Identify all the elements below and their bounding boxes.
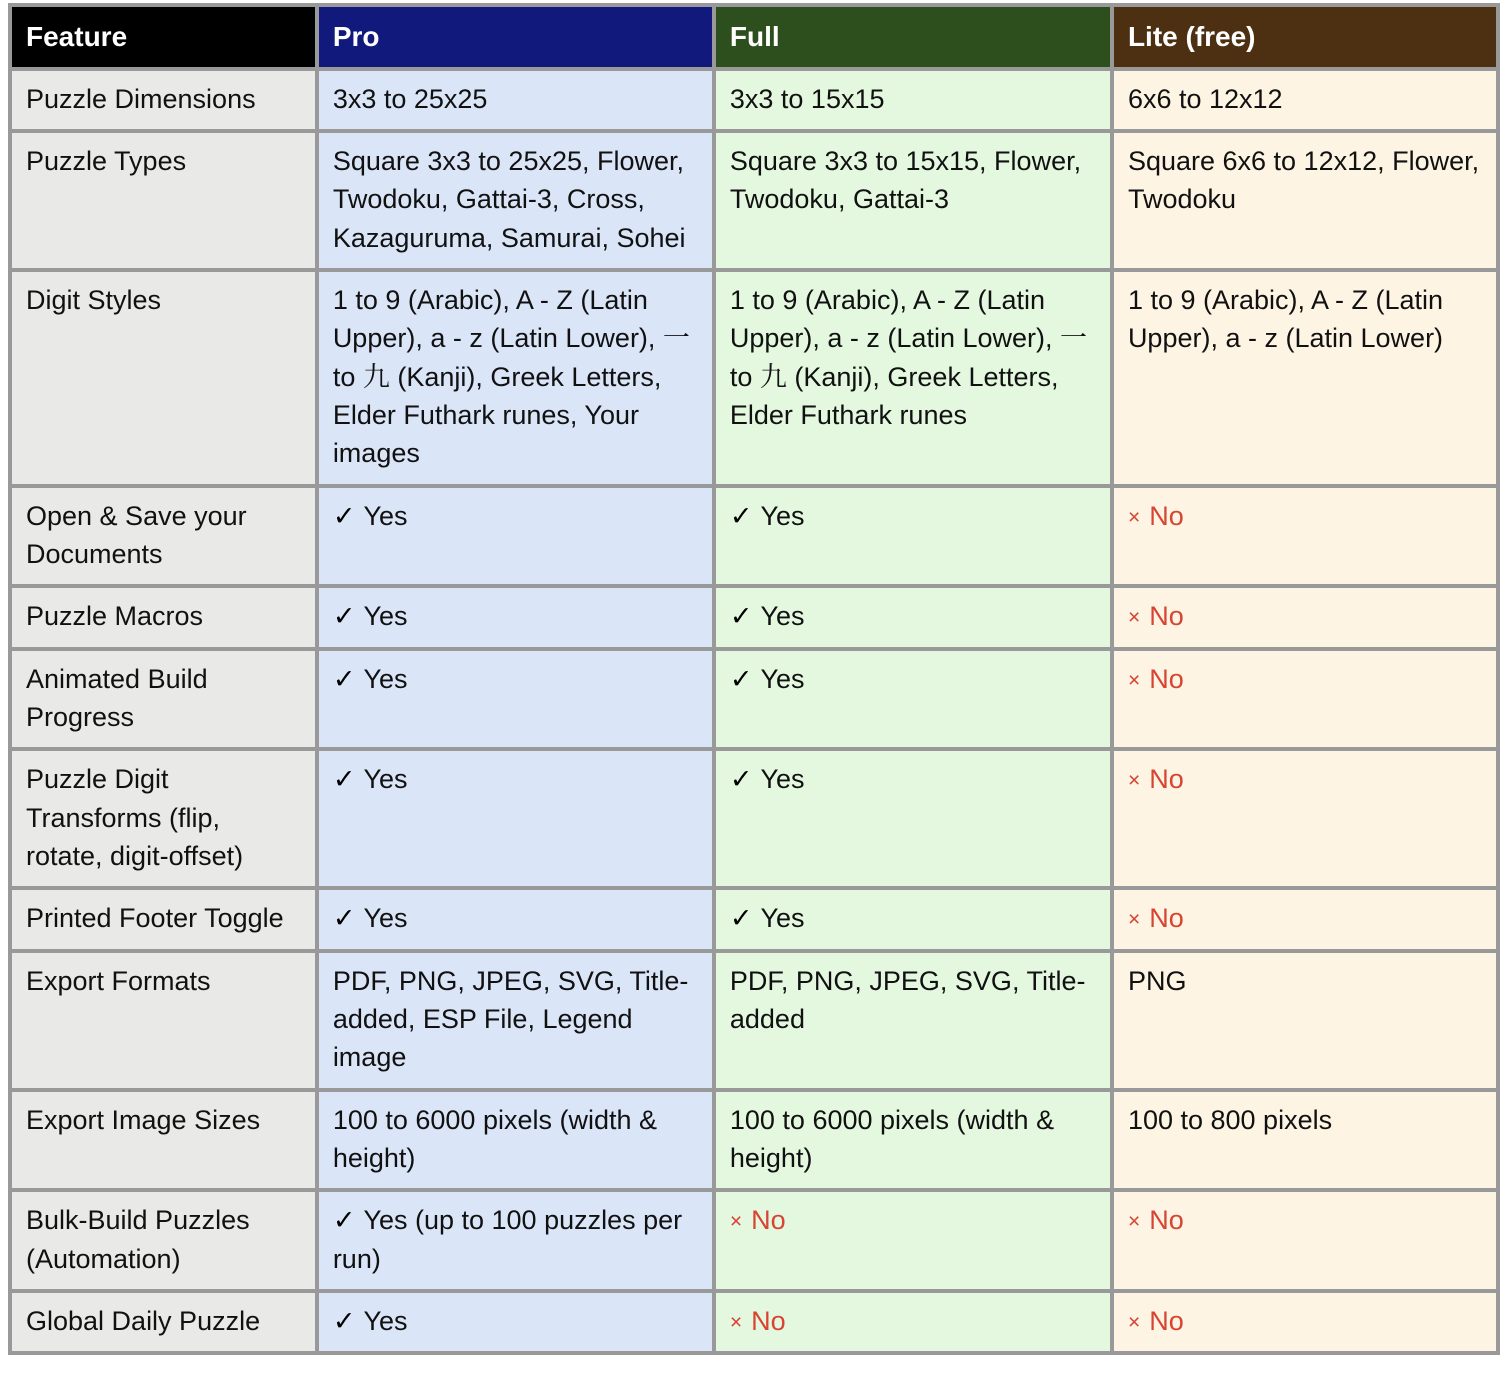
feature-cell [10, 1190, 317, 1291]
pro-cell [317, 749, 714, 888]
feature-cell [10, 749, 317, 888]
full-value: PDF, PNG, JPEG, SVG, Title-added [729, 965, 1086, 1035]
full-value: Square 3x3 to 15x15, Flower, Twodoku, Gattai-3 [729, 146, 1082, 215]
check-icon: ✓ [332, 601, 356, 632]
feature-label: Puzzle Digit Transforms (flip, rotate, digit-offset) [26, 764, 244, 872]
table-row [10, 749, 1498, 888]
pro-value: Yes [363, 903, 408, 934]
header-pro: Pro [317, 5, 714, 69]
feature-label: Printed Footer Toggle [26, 903, 284, 934]
feature-cell [10, 486, 317, 587]
feature-label: Open & Save your Documents [26, 500, 247, 570]
pro-value: Square 3x3 to 25x25, Flower, Twodoku, Gattai-3, Cross, Kazaguruma, Samurai, Sohei [332, 146, 686, 253]
full-cell [714, 1291, 1112, 1353]
check-icon: ✓ [332, 1306, 356, 1336]
lite-value: No [1149, 500, 1184, 531]
pro-value: Yes [363, 500, 408, 531]
feature-comparison-table [8, 3, 1500, 1355]
pro-cell [317, 1090, 714, 1191]
lite-cell [1112, 649, 1498, 750]
full-value: 3x3 to 15x15 [729, 83, 885, 114]
feature-cell [10, 1090, 317, 1191]
table-row [10, 69, 1498, 131]
feature-cell [10, 270, 317, 486]
feature-label: Bulk-Build Puzzles (Automation) [26, 1205, 250, 1274]
pro-value: Yes [363, 764, 408, 795]
cross-icon: × [1127, 505, 1141, 529]
lite-cell [1112, 1190, 1498, 1291]
pro-cell [317, 951, 714, 1090]
check-icon: ✓ [729, 500, 753, 531]
cross-icon: × [729, 1311, 743, 1334]
feature-label: Digit Styles [26, 285, 162, 316]
header-lite: Lite (free) [1112, 5, 1498, 69]
check-icon: ✓ [729, 764, 753, 795]
lite-value: 1 to 9 (Arabic), A - Z (Latin Upper), a - z (Latin Lower) [1127, 285, 1444, 354]
cross-icon: × [1127, 908, 1141, 932]
lite-value: PNG [1127, 965, 1187, 996]
pro-value: Yes (up to 100 puzzles per run) [332, 1205, 683, 1274]
table-row [10, 270, 1498, 486]
lite-value: No [1149, 663, 1184, 694]
pro-value: Yes [363, 663, 408, 694]
cross-icon: × [1127, 1210, 1141, 1234]
pro-value: 3x3 to 25x25 [332, 83, 488, 114]
pro-value: Yes [363, 601, 408, 632]
lite-value: Square 6x6 to 12x12, Flower, Twodoku [1127, 146, 1480, 215]
lite-cell [1112, 1090, 1498, 1191]
pro-cell [317, 1190, 714, 1291]
pro-value: 100 to 6000 pixels (width & height) [332, 1104, 658, 1174]
full-cell [714, 888, 1112, 950]
feature-cell [10, 888, 317, 950]
feature-cell [10, 586, 317, 648]
lite-cell [1112, 951, 1498, 1090]
lite-cell [1112, 69, 1498, 131]
full-cell [714, 1090, 1112, 1191]
lite-value: No [1149, 903, 1184, 934]
check-icon: ✓ [332, 764, 356, 795]
feature-label: Puzzle Macros [26, 601, 204, 632]
header-full: Full [714, 5, 1112, 69]
lite-value: 6x6 to 12x12 [1127, 83, 1283, 114]
full-value: 1 to 9 (Arabic), A - Z (Latin Upper), a - z (Latin Lower), 一 to 九 (Kanji), Greek Letters, Elder Futhark runes [729, 285, 1087, 431]
table-row [10, 1291, 1498, 1353]
pro-cell [317, 270, 714, 486]
full-cell [714, 586, 1112, 648]
full-cell [714, 649, 1112, 750]
pro-value: PDF, PNG, JPEG, SVG, Title-added, ESP File, Legend image [332, 965, 689, 1073]
full-value: No [751, 1205, 786, 1236]
table-row [10, 486, 1498, 587]
cross-icon: × [1127, 1311, 1141, 1334]
full-cell [714, 69, 1112, 131]
check-icon: ✓ [729, 903, 753, 934]
pro-value: 1 to 9 (Arabic), A - Z (Latin Upper), a - z (Latin Lower), 一 to 九 (Kanji), Greek Letters, Elder Futhark runes, Your images [332, 285, 690, 469]
pro-cell [317, 131, 714, 270]
full-cell [714, 749, 1112, 888]
feature-cell [10, 131, 317, 270]
table-row [10, 951, 1498, 1090]
feature-label: Export Formats [26, 965, 211, 996]
lite-cell [1112, 888, 1498, 950]
table-row [10, 586, 1498, 648]
feature-label: Puzzle Types [26, 146, 187, 177]
table-header [10, 5, 1498, 69]
feature-cell [10, 951, 317, 1090]
check-icon: ✓ [729, 663, 753, 694]
lite-cell [1112, 486, 1498, 587]
pro-value: Yes [363, 1306, 408, 1336]
check-icon: ✓ [332, 1205, 356, 1236]
cross-icon: × [729, 1210, 743, 1234]
full-value: Yes [760, 903, 805, 934]
full-value: Yes [760, 764, 805, 795]
full-cell [714, 270, 1112, 486]
full-cell [714, 486, 1112, 587]
pro-cell [317, 586, 714, 648]
table-row [10, 1090, 1498, 1191]
table-body [10, 69, 1498, 1354]
full-cell [714, 951, 1112, 1090]
feature-label: Export Image Sizes [26, 1104, 261, 1135]
header-feature: Feature [10, 5, 317, 69]
lite-cell [1112, 270, 1498, 486]
full-cell [714, 131, 1112, 270]
check-icon: ✓ [332, 903, 356, 934]
lite-cell [1112, 586, 1498, 648]
full-value: Yes [760, 663, 805, 694]
table-row [10, 131, 1498, 270]
pro-cell [317, 1291, 714, 1353]
feature-label: Puzzle Dimensions [26, 83, 256, 114]
feature-cell [10, 1291, 317, 1353]
cross-icon: × [1127, 668, 1141, 692]
full-cell [714, 1190, 1112, 1291]
check-icon: ✓ [332, 663, 356, 694]
lite-value: No [1149, 601, 1184, 632]
table-row [10, 888, 1498, 950]
table-row [10, 649, 1498, 750]
cross-icon: × [1127, 769, 1141, 793]
header-row [10, 5, 1498, 69]
table-row [10, 1190, 1498, 1291]
pro-cell [317, 888, 714, 950]
full-value: Yes [760, 500, 805, 531]
full-value: Yes [760, 601, 805, 632]
feature-cell [10, 69, 317, 131]
lite-value: No [1149, 764, 1184, 795]
full-value: 100 to 6000 pixels (width & height) [729, 1104, 1055, 1174]
check-icon: ✓ [332, 500, 356, 531]
lite-value: No [1149, 1306, 1184, 1336]
pro-cell [317, 649, 714, 750]
lite-cell [1112, 749, 1498, 888]
cross-icon: × [1127, 606, 1141, 630]
lite-cell [1112, 131, 1498, 270]
lite-cell [1112, 1291, 1498, 1353]
lite-value: 100 to 800 pixels [1127, 1104, 1333, 1135]
feature-label: Animated Build Progress [26, 663, 208, 733]
pro-cell [317, 486, 714, 587]
feature-label: Global Daily Puzzle [26, 1306, 261, 1336]
lite-value: No [1149, 1205, 1184, 1236]
pro-cell [317, 69, 714, 131]
full-value: No [751, 1306, 786, 1336]
feature-cell [10, 649, 317, 750]
check-icon: ✓ [729, 601, 753, 632]
